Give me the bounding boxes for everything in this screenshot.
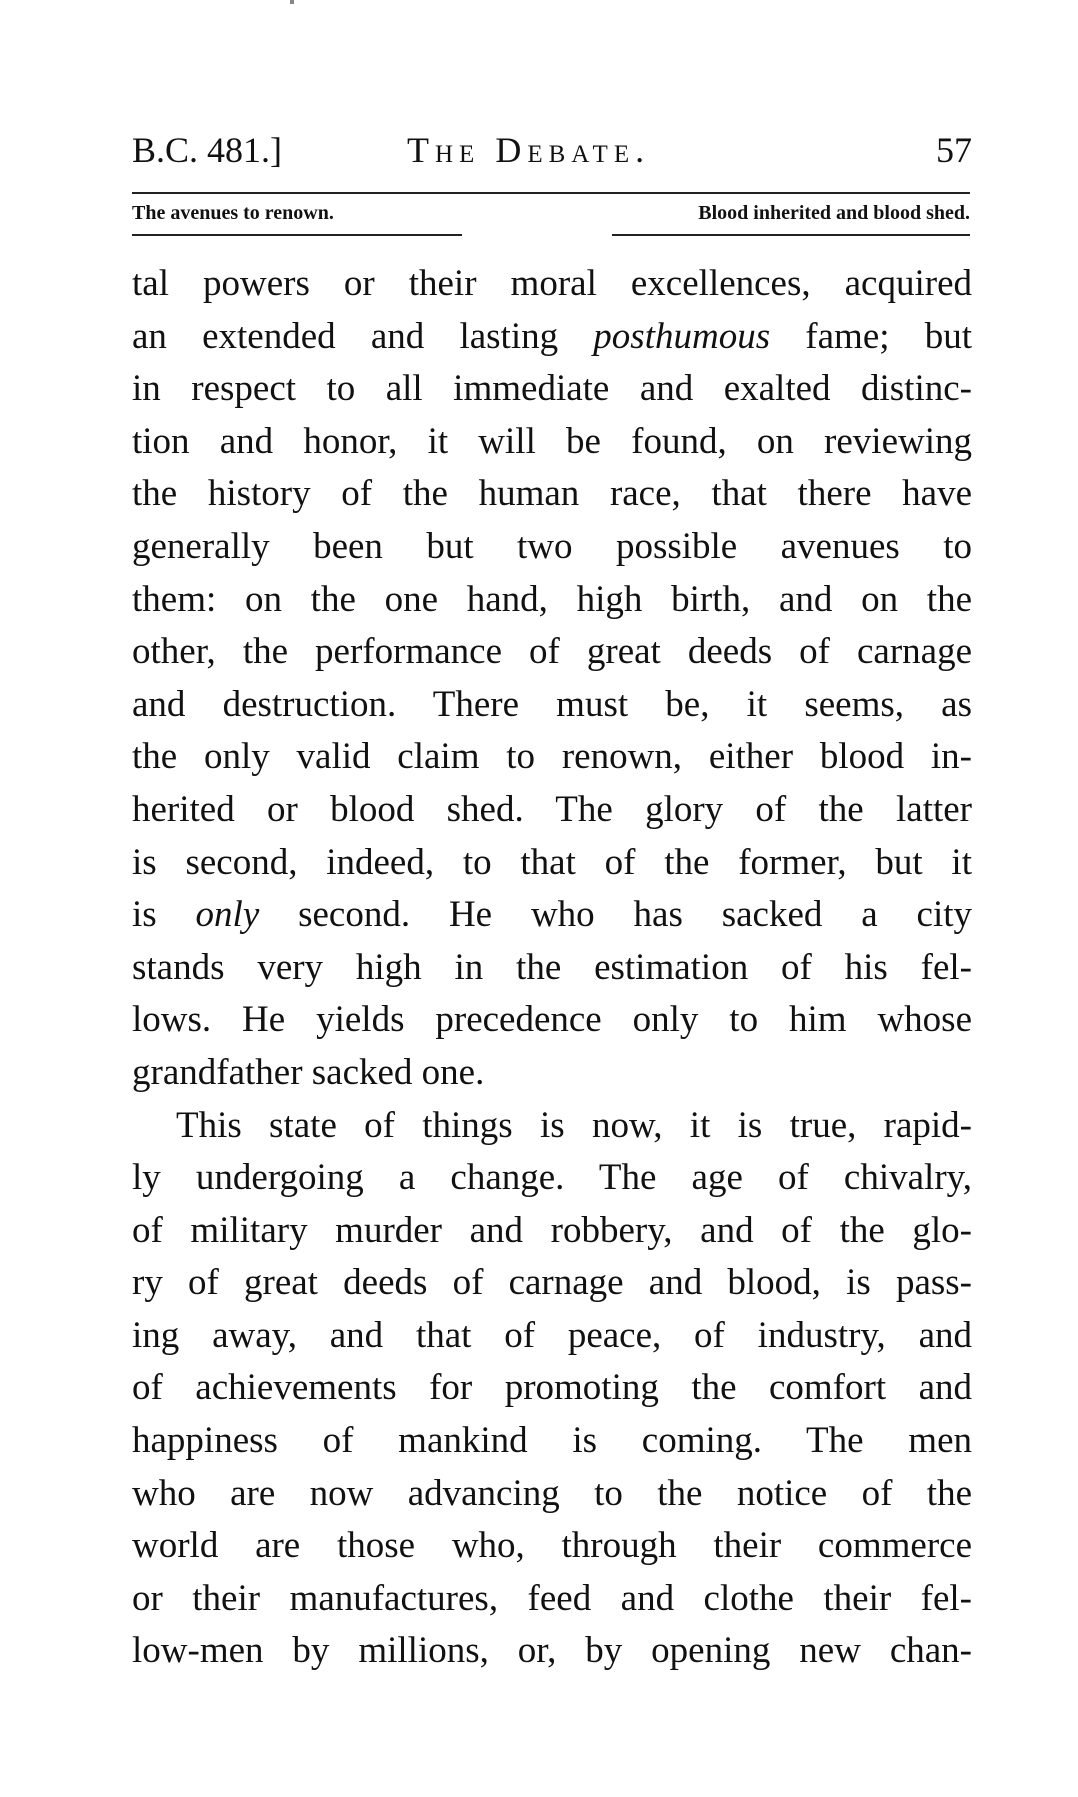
italic-word: only (195, 894, 260, 936)
text-line: of military murder and robbery, and of the glo- (132, 1209, 972, 1251)
text-run: fame; but (770, 315, 972, 357)
header-date: B.C. 481.] (132, 130, 283, 170)
text-line: the history of the human race, that there have (132, 473, 972, 515)
text-line: who are now advancing to the notice of the (132, 1472, 972, 1514)
text-line: of achievements for promoting the comfort and (132, 1367, 972, 1409)
text-line: low-men by millions, or, by opening new chan- (132, 1630, 972, 1672)
text-line: and destruction. There must be, it seems, as (132, 683, 972, 725)
text-line: in respect to all immediate and exalted distinc- (132, 368, 972, 410)
page-number: 57 (936, 130, 972, 170)
text-line: This state of things is now, it is true, rapid- (176, 1104, 972, 1146)
header-title: The Debate. (407, 130, 651, 170)
text-line: grandfather sacked one. (132, 1051, 485, 1093)
text-line (132, 889, 972, 942)
text-line: lows. He yields precedence only to him whose (132, 999, 972, 1041)
text-line: happiness of mankind is coming. The men (132, 1420, 972, 1462)
text-line: other, the performance of great deeds of carnage (132, 631, 972, 673)
text-line: generally been but two possible avenues to (132, 525, 972, 567)
text-line: herited or blood shed. The glory of the latter (132, 788, 972, 830)
header-rule-bottom (132, 234, 970, 236)
text-run: second. He who has sacked a city (259, 894, 972, 936)
subhead-right: Blood inherited and blood shed. (698, 202, 970, 224)
text-line: or their manufactures, feed and clothe their fel- (132, 1577, 972, 1619)
text-line: the only valid claim to renown, either blood in- (132, 736, 972, 778)
text-line: tal powers or their moral excellences, acquired (132, 263, 972, 304)
text-line: them: on the one hand, high birth, and on the (132, 578, 972, 620)
text-line: stands very high in the estimation of his fel- (132, 946, 972, 988)
print-speck (290, 0, 294, 4)
text-run: an extended and lasting (132, 315, 594, 357)
text-line: tion and honor, it will be found, on reviewing (132, 420, 972, 462)
text-run: is (132, 894, 196, 936)
italic-word: posthumous (593, 315, 771, 357)
header-rule-top (132, 192, 970, 194)
marginal-subheads (132, 198, 970, 228)
text-line: ing away, and that of peace, of industry, and (132, 1314, 972, 1356)
rule-gap (462, 233, 612, 237)
running-head (132, 125, 972, 175)
text-line: ly undergoing a change. The age of chivalry, (132, 1157, 972, 1199)
body-text (132, 258, 972, 1678)
text-line: world are those who, through their commerce (132, 1525, 972, 1567)
text-line: ry of great deeds of carnage and blood, is pass- (132, 1262, 972, 1304)
text-line: is second, indeed, to that of the former, but it (132, 841, 972, 883)
subhead-left: The avenues to renown. (132, 202, 334, 224)
text-line (132, 311, 972, 364)
